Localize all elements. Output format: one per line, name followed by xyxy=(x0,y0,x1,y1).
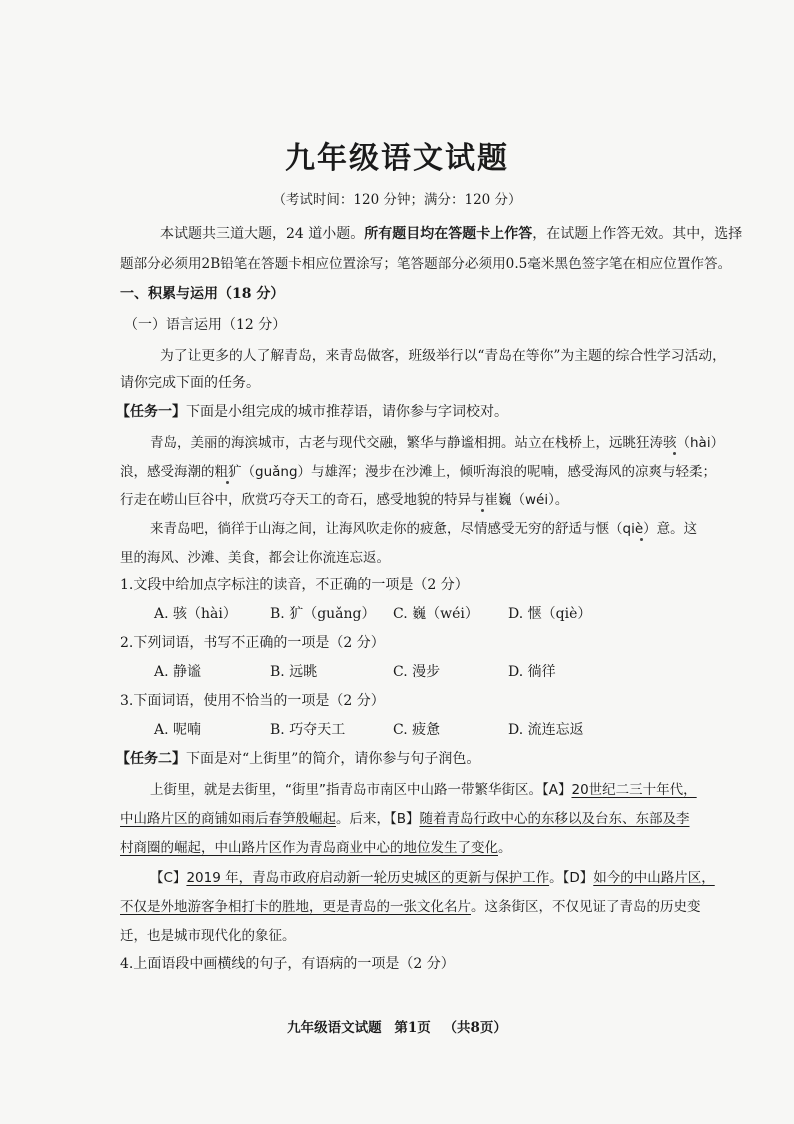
passage1-line-5: 里的海风、沙滩、美食，都会让你流连忘返。 xyxy=(120,550,390,566)
section-subheading: （一）语言运用（12 分） xyxy=(124,317,287,333)
question-2-option-d[interactable]: D. 徜徉 xyxy=(508,664,556,680)
question-3-option-d[interactable]: D. 流连忘返 xyxy=(508,722,584,738)
intro-line-1: 本试题共三道大题，24 道小题。所有题目均在答题卡上作答，在试题上作答无效。其中，选择 xyxy=(160,226,743,242)
underlined-sentence-a: 20世纪二三十年代， xyxy=(571,782,697,798)
intro-emphasis: 所有题目均在答题卡上作答 xyxy=(364,226,533,242)
question-1-option-b[interactable]: B. 犷（guǎng） xyxy=(270,606,376,622)
activity-line-1: 为了让更多的人了解青岛，来青岛做客，班级举行以“青岛在等你”为主题的综合性学习活动， xyxy=(160,348,726,364)
emphasis-dot xyxy=(226,481,229,484)
emphasis-dot xyxy=(673,452,676,455)
question-3-option-b[interactable]: B. 巧夺天工 xyxy=(270,722,346,738)
passage1-line-1: 青岛，美丽的海滨城市，古老与现代交融，繁华与静谧相拥。站立在栈桥上，远眺狂涛骇（hài） xyxy=(150,435,725,451)
passage2-line-2: 中山路片区的商铺如雨后春笋般崛起。后来，【B】随着青岛行政中心的东移以及台东、东部及李 xyxy=(120,811,690,827)
passage1-line-2: 浪，感受海潮的粗犷（guǎng）与雄浑；漫步在沙滩上，倾听海浪的呢喃，感受海风的凉爽与轻柔； xyxy=(120,464,717,480)
passage1-line-3: 行走在崂山巨谷中，欣赏巧夺天工的奇石，感受地貌的特异与崔巍（wéi）。 xyxy=(120,492,569,508)
question-4-stem: 4.上面语段中画横线的句子，有语病的一项是（2 分） xyxy=(120,956,455,972)
underlined-sentence-c: 2019 年，青岛市政府启动新一轮历史城区的更新与保护工作 xyxy=(186,870,550,886)
question-2-option-a[interactable]: A. 静谧 xyxy=(154,664,202,680)
question-1-option-a[interactable]: A. 骇（hài） xyxy=(154,606,237,622)
underlined-sentence-b: 随着青岛行政中心的东移以及台东、东部及李 xyxy=(419,811,690,827)
task-one-heading: 【任务一】下面是小组完成的城市推荐语，请你参与字词校对。 xyxy=(116,404,508,420)
page-title: 九年级语文试题 xyxy=(285,141,509,176)
question-3-option-c[interactable]: C. 疲惫 xyxy=(393,722,441,738)
task-two-heading: 【任务二】下面是对“上街里”的简介，请你参与句子润色。 xyxy=(116,751,481,767)
question-2-stem: 2.下列词语，书写不正确的一项是（2 分） xyxy=(120,635,385,651)
question-1-option-d[interactable]: D. 惬（qiè） xyxy=(508,606,592,622)
question-1-option-c[interactable]: C. 巍（wéi） xyxy=(393,606,479,622)
passage2-line-5: 不仅是外地游客争相打卡的胜地，更是青岛的一张文化名片。这条街区，不仅见证了青岛的历史变 xyxy=(120,899,701,915)
emphasis-dot xyxy=(640,538,643,541)
activity-line-2: 请你完成下面的任务。 xyxy=(120,375,260,391)
emphasis-dot xyxy=(481,509,484,512)
underlined-sentence-d: 如今的中山路片区， xyxy=(593,870,715,886)
section-heading-1: 一、积累与运用（18 分） xyxy=(120,286,285,302)
exam-info: （考试时间：120 分钟；满分：120 分） xyxy=(272,192,522,208)
question-3-stem: 3.下面词语，使用不恰当的一项是（2 分） xyxy=(120,693,385,709)
passage1-line-4: 来青岛吧，徜徉于山海之间，让海风吹走你的疲惫，尽情感受无穷的舒适与惬（qiè）意。这 xyxy=(150,521,698,537)
underlined-sentence-a: 中山路片区的商铺如雨后春笋般崛起 xyxy=(120,811,336,827)
question-3-option-a[interactable]: A. 呢喃 xyxy=(154,722,202,738)
underlined-sentence-d: 不仅是外地游客争相打卡的胜地，更是青岛的一张文化名片 xyxy=(120,899,471,915)
passage2-line-1: 上街里，就是去街里，“街里”指青岛市南区中山路一带繁华街区。【A】20世纪二三十年代， xyxy=(150,782,697,798)
passage2-line-3: 村商圈的崛起，中山路片区作为青岛商业中心的地位发生了变化。 xyxy=(120,840,512,856)
task-one-label: 【任务一】 xyxy=(116,404,186,420)
question-1-stem: 1.文段中给加点字标注的读音，不正确的一项是（2 分） xyxy=(120,577,469,593)
page-footer: 九年级语文试题 第1页 （共8页） xyxy=(287,1020,507,1036)
question-2-option-b[interactable]: B. 远眺 xyxy=(270,664,318,680)
passage2-line-4: 【C】2019 年，青岛市政府启动新一轮历史城区的更新与保护工作。【D】如今的中山路片区， xyxy=(150,870,715,886)
question-2-option-c[interactable]: C. 漫步 xyxy=(393,664,441,680)
underlined-sentence-b: 村商圈的崛起，中山路片区作为青岛商业中心的地位发生了变化 xyxy=(120,840,498,856)
intro-line-2: 题部分必须用2B铅笔在答题卡相应位置涂写；笔答题部分必须用0.5毫米黑色签字笔在相应位置作答。 xyxy=(120,256,732,272)
task-two-label: 【任务二】 xyxy=(116,751,186,767)
passage2-line-6: 迁，也是城市现代化的象征。 xyxy=(120,928,296,944)
